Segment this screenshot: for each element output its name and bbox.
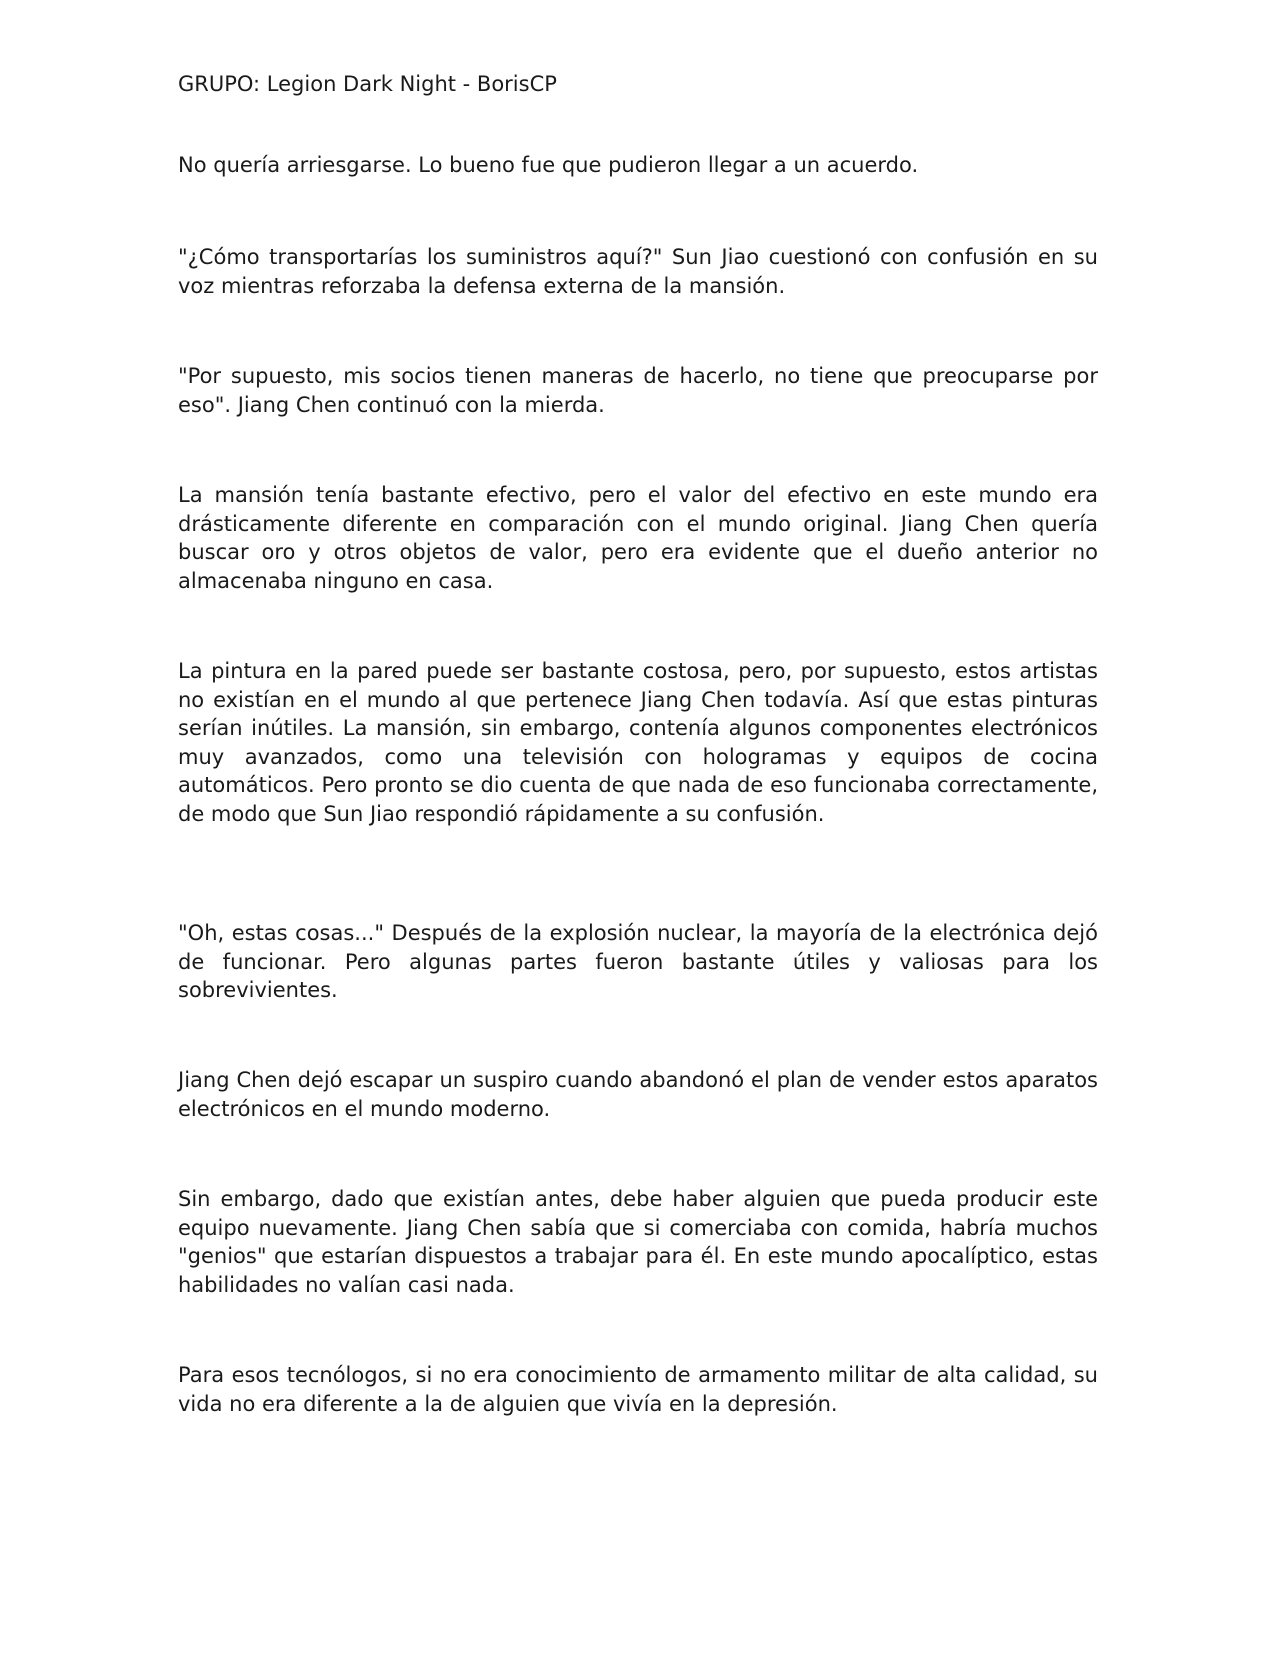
paragraph-2: "¿Cómo transportarías los suministros aquí?" Sun Jiao cuestionó con confusión en su voz mientras reforzaba la defensa externa de la mansión. [178,245,1098,298]
paragraph-8: Sin embargo, dado que existían antes, debe haber alguien que pueda producir este equipo nuevamente. Jiang Chen sabía que si comerciaba con comida, habría muchos "genios" que estarían dispuestos a trabajar para él. En este mundo apocalíptico, estas habilidades no valían casi nada. [178,1187,1098,1297]
paragraph-6: "Oh, estas cosas..." Después de la explosión nuclear, la mayoría de la electrónica dejó de funcionar. Pero algunas partes fueron bastante útiles y valiosas para los sobrevivientes. [178,921,1098,1002]
paragraph-7: Jiang Chen dejó escapar un suspiro cuando abandonó el plan de vender estos aparatos electrónicos en el mundo moderno. [178,1068,1098,1121]
paragraph-1: No quería arriesgarse. Lo bueno fue que pudieron llegar a un acuerdo. [178,153,919,177]
paragraph-9: Para esos tecnólogos, si no era conocimiento de armamento militar de alta calidad, su vida no era diferente a la de alguien que vivía en la depresión. [178,1363,1098,1416]
page-header: GRUPO: Legion Dark Night - BorisCP [178,72,557,96]
paragraph-3: "Por supuesto, mis socios tienen maneras de hacerlo, no tiene que preocuparse por eso". Jiang Chen continuó con la mierda. [178,364,1098,417]
paragraph-4: La mansión tenía bastante efectivo, pero el valor del efectivo en este mundo era drásticamente diferente en comparación con el mundo original. Jiang Chen quería buscar oro y otros objetos de valor, pero era evidente que el dueño anterior no almacenaba ninguno en casa. [178,483,1098,593]
paragraph-5: La pintura en la pared puede ser bastante costosa, pero, por supuesto, estos artistas no existían en el mundo al que pertenece Jiang Chen todavía. Así que estas pinturas serían inútiles. La mansión, sin embargo, contenía algunos componentes electrónicos muy avanzados, como una televisión con hologramas y equipos de cocina automáticos. Pero pronto se dio cuenta de que nada de eso funcionaba correctamente, de modo que Sun Jiao respondió rápidamente a su confusión. [178,659,1098,826]
